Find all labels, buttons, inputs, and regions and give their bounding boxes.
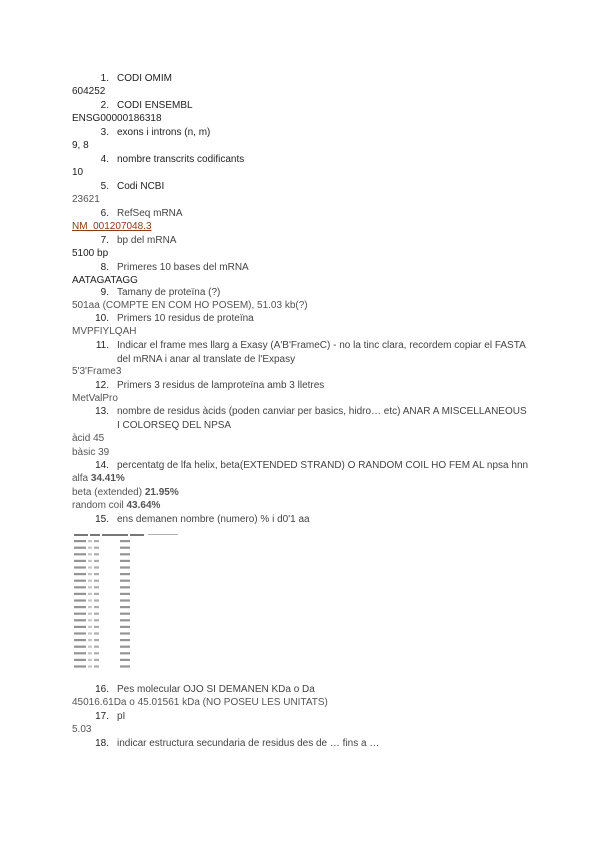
question-text: ens demanen nombre (numero) % i d0'1 aa xyxy=(117,514,310,525)
question-text: exons i introns (n, m) xyxy=(117,127,211,138)
question-text: percentatg de lfa helix, beta(EXTENDED STRAND) O RANDOM COIL HO FEM AL npsa hnn xyxy=(117,460,529,471)
table-thumbnail-cell xyxy=(120,659,130,661)
question-3: 3. exons i introns (n, m) xyxy=(100,127,211,138)
table-thumbnail-cell xyxy=(88,599,92,601)
question-15: 15. ens demanen nombre (numero) % i d0'1 aa xyxy=(95,514,310,525)
table-thumbnail-cell xyxy=(120,613,130,615)
table-thumbnail-cell xyxy=(74,619,86,621)
table-thumbnail-cell xyxy=(74,560,86,562)
table-thumbnail-cell xyxy=(120,606,130,608)
question-9: 9. Tamany de proteïna (?) xyxy=(100,287,221,298)
table-thumbnail-cell xyxy=(88,652,92,654)
table-thumbnail-cell xyxy=(120,566,130,568)
question-text: Pes molecular OJO SI DEMANEN KDa o Da xyxy=(117,684,315,695)
answer-3: 9, 8 xyxy=(72,140,89,151)
table-thumbnail-cell xyxy=(88,632,92,634)
table-thumbnail-cell xyxy=(94,646,99,648)
answer-17: 5.03 xyxy=(72,724,92,735)
amino-acid-composition-table-image xyxy=(74,533,186,673)
question-1: 1. CODI OMIM xyxy=(100,73,172,84)
table-thumbnail-cell xyxy=(88,566,92,568)
table-thumbnail-cell xyxy=(94,652,99,654)
table-thumbnail-cell xyxy=(74,566,86,568)
table-thumbnail-cell xyxy=(88,560,92,562)
table-thumbnail-cell xyxy=(88,553,92,555)
table-thumbnail-cell xyxy=(74,540,86,542)
table-thumbnail-cell xyxy=(94,547,99,549)
table-thumbnail-cell xyxy=(94,566,99,568)
table-thumbnail-cell xyxy=(74,665,86,667)
table-thumbnail-cell xyxy=(94,599,99,601)
answer-2: ENSG00000186318 xyxy=(72,113,162,124)
table-thumbnail-cell xyxy=(94,553,99,555)
table-thumbnail-cell xyxy=(74,652,86,654)
table-thumbnail-cell xyxy=(74,632,86,634)
question-4: 4. nombre transcrits codificants xyxy=(100,154,245,165)
table-thumbnail-cell xyxy=(94,639,99,641)
question-5: 5. Codi NCBI xyxy=(100,181,165,192)
answer-10: MVPFIYLQAH xyxy=(72,326,137,337)
refseq-link[interactable]: NM_001207048.3 xyxy=(72,221,152,232)
table-thumbnail-cell xyxy=(88,659,92,661)
table-thumbnail-cell xyxy=(74,573,86,575)
table-thumbnail-cell xyxy=(120,626,130,628)
answer-14-beta: beta (extended) 21.95% xyxy=(72,487,179,498)
table-thumbnail-cell xyxy=(94,613,99,615)
question-text-continued: del mRNA i anar al translate de l'Expasy xyxy=(117,354,296,365)
table-thumbnail-cell xyxy=(88,606,92,608)
table-thumbnail-cell xyxy=(94,593,99,595)
table-thumbnail-cell xyxy=(120,599,130,601)
question-8: 8. Primeres 10 bases del mRNA xyxy=(100,262,249,273)
answer-13-basic: bàsic 39 xyxy=(72,447,110,458)
table-thumbnail-cell xyxy=(94,619,99,621)
question-14: 14. percentatg de lfa helix, beta(EXTENDED STRAND) O RANDOM COIL HO FEM AL npsa hnn xyxy=(95,460,529,471)
question-text: nombre transcrits codificants xyxy=(117,154,245,165)
table-thumbnail-cell xyxy=(74,606,86,608)
answer-14-alpha: alfa 34.41% xyxy=(72,473,125,484)
question-10: 10. Primers 10 residus de proteïna xyxy=(95,313,254,324)
question-16: 16. Pes molecular OJO SI DEMANEN KDa o Da xyxy=(95,684,315,695)
table-thumbnail-cell xyxy=(120,580,130,582)
answer-1: 604252 xyxy=(72,86,106,97)
question-7: 7. bp del mRNA xyxy=(100,235,177,246)
table-thumbnail-cell xyxy=(88,540,92,542)
table-thumbnail-cell xyxy=(74,599,86,601)
table-thumbnail-cell xyxy=(88,626,92,628)
answer-16: 45016.61Da o 45.01561 kDa (NO POSEU LES UNITATS) xyxy=(72,697,328,708)
question-18: 18. indicar estructura secundaria de residus des de … fins a … xyxy=(95,738,380,749)
question-12: 12. Primers 3 residus de lamproteïna amb 3 lletres xyxy=(95,380,325,391)
table-thumbnail-cell xyxy=(120,619,130,621)
table-thumbnail-cell xyxy=(94,659,99,661)
question-6: 6. RefSeq mRNA xyxy=(100,208,183,219)
question-text: CODI OMIM xyxy=(117,73,172,84)
table-thumbnail-cell xyxy=(94,626,99,628)
table-thumbnail-cell xyxy=(74,553,86,555)
answer-4: 10 xyxy=(72,167,84,178)
table-thumbnail-cell xyxy=(120,553,130,555)
answer-14-random-coil: random coil 43.64% xyxy=(72,500,161,511)
table-thumbnail xyxy=(74,533,186,673)
question-text-continued: I COLORSEQ DEL NPSA xyxy=(117,420,232,431)
table-thumbnail-cell xyxy=(74,593,86,595)
question-2: 2. CODI ENSEMBL xyxy=(100,100,193,111)
question-text: bp del mRNA xyxy=(117,235,177,246)
table-thumbnail-cell xyxy=(88,573,92,575)
table-thumbnail-cell xyxy=(88,639,92,641)
table-thumbnail-cell xyxy=(94,540,99,542)
table-thumbnail-cell xyxy=(74,639,86,641)
table-thumbnail-cell xyxy=(120,652,130,654)
answer-13-acid: àcid 45 xyxy=(72,433,105,444)
table-thumbnail-cell xyxy=(120,593,130,595)
question-text: Indicar el frame mes llarg a Exasy (A'B'FrameC) - no la tinc clara, recordem copiar el FASTA xyxy=(117,340,526,351)
question-text: Primers 3 residus de lamproteïna amb 3 lletres xyxy=(117,380,325,391)
table-thumbnail-cell xyxy=(88,613,92,615)
table-thumbnail-cell xyxy=(88,665,92,667)
table-thumbnail-cell xyxy=(94,632,99,634)
table-thumbnail-cell xyxy=(94,573,99,575)
table-thumbnail-cell xyxy=(94,606,99,608)
table-thumbnail-cell xyxy=(94,560,99,562)
table-thumbnail-cell xyxy=(94,665,99,667)
table-thumbnail-cell xyxy=(120,665,130,667)
question-text: Primers 10 residus de proteïna xyxy=(117,313,254,324)
table-thumbnail-cell xyxy=(120,646,130,648)
table-thumbnail-cell xyxy=(120,632,130,634)
answer-7: 5100 bp xyxy=(72,248,109,259)
question-text: Codi NCBI xyxy=(117,181,165,192)
table-thumbnail-cell xyxy=(120,547,130,549)
answer-8: AATAGATAGG xyxy=(72,275,138,286)
table-thumbnail-cell xyxy=(74,626,86,628)
answer-5: 23621 xyxy=(72,194,100,205)
question-13: 13. nombre de residus àcids (poden canviar per basics, hidro… etc) ANAR A MISCELLANEOUS I COLORSEQ DEL NPSA xyxy=(90,406,540,431)
question-text: Tamany de proteïna (?) xyxy=(117,287,221,298)
table-thumbnail-cell xyxy=(94,586,99,588)
table-thumbnail-cell xyxy=(120,560,130,562)
table-thumbnail-cell xyxy=(120,586,130,588)
table-thumbnail-cell xyxy=(88,580,92,582)
table-thumbnail-cell xyxy=(88,586,92,588)
table-thumbnail-cell xyxy=(88,547,92,549)
table-thumbnail-cell xyxy=(88,619,92,621)
table-thumbnail-cell xyxy=(74,646,86,648)
table-thumbnail-cell xyxy=(74,586,86,588)
answer-11: 5'3'Frame3 xyxy=(72,366,122,377)
question-text: pI xyxy=(117,711,126,722)
table-thumbnail-cell xyxy=(120,639,130,641)
question-text: nombre de residus àcids (poden canviar per basics, hidro… etc) ANAR A MISCELLANEOUS xyxy=(117,406,527,417)
table-thumbnail-cell xyxy=(74,659,86,661)
table-thumbnail-cell xyxy=(74,580,86,582)
table-thumbnail-cell xyxy=(94,580,99,582)
table-thumbnail-cell xyxy=(120,540,130,542)
answer-12: MetValPro xyxy=(72,393,118,404)
question-17: 17. pI xyxy=(95,711,126,722)
table-thumbnail-cell xyxy=(120,573,130,575)
question-11: 11. Indicar el frame mes llarg a Exasy (A'B'FrameC) - no la tinc clara, recordem copiar el FASTA del mRNA i anar al translate de l'Expasy xyxy=(90,340,530,365)
question-text: indicar estructura secundaria de residus des de … fins a … xyxy=(117,738,380,749)
table-thumbnail-cell xyxy=(88,646,92,648)
answer-9: 501aa (COMPTE EN COM HO POSEM), 51.03 kb(?) xyxy=(72,300,308,311)
table-thumbnail-cell xyxy=(74,547,86,549)
question-text: CODI ENSEMBL xyxy=(117,100,193,111)
table-thumbnail-cell xyxy=(88,593,92,595)
table-thumbnail-cell xyxy=(74,613,86,615)
question-text: RefSeq mRNA xyxy=(117,208,183,219)
question-text: Primeres 10 bases del mRNA xyxy=(117,262,249,273)
